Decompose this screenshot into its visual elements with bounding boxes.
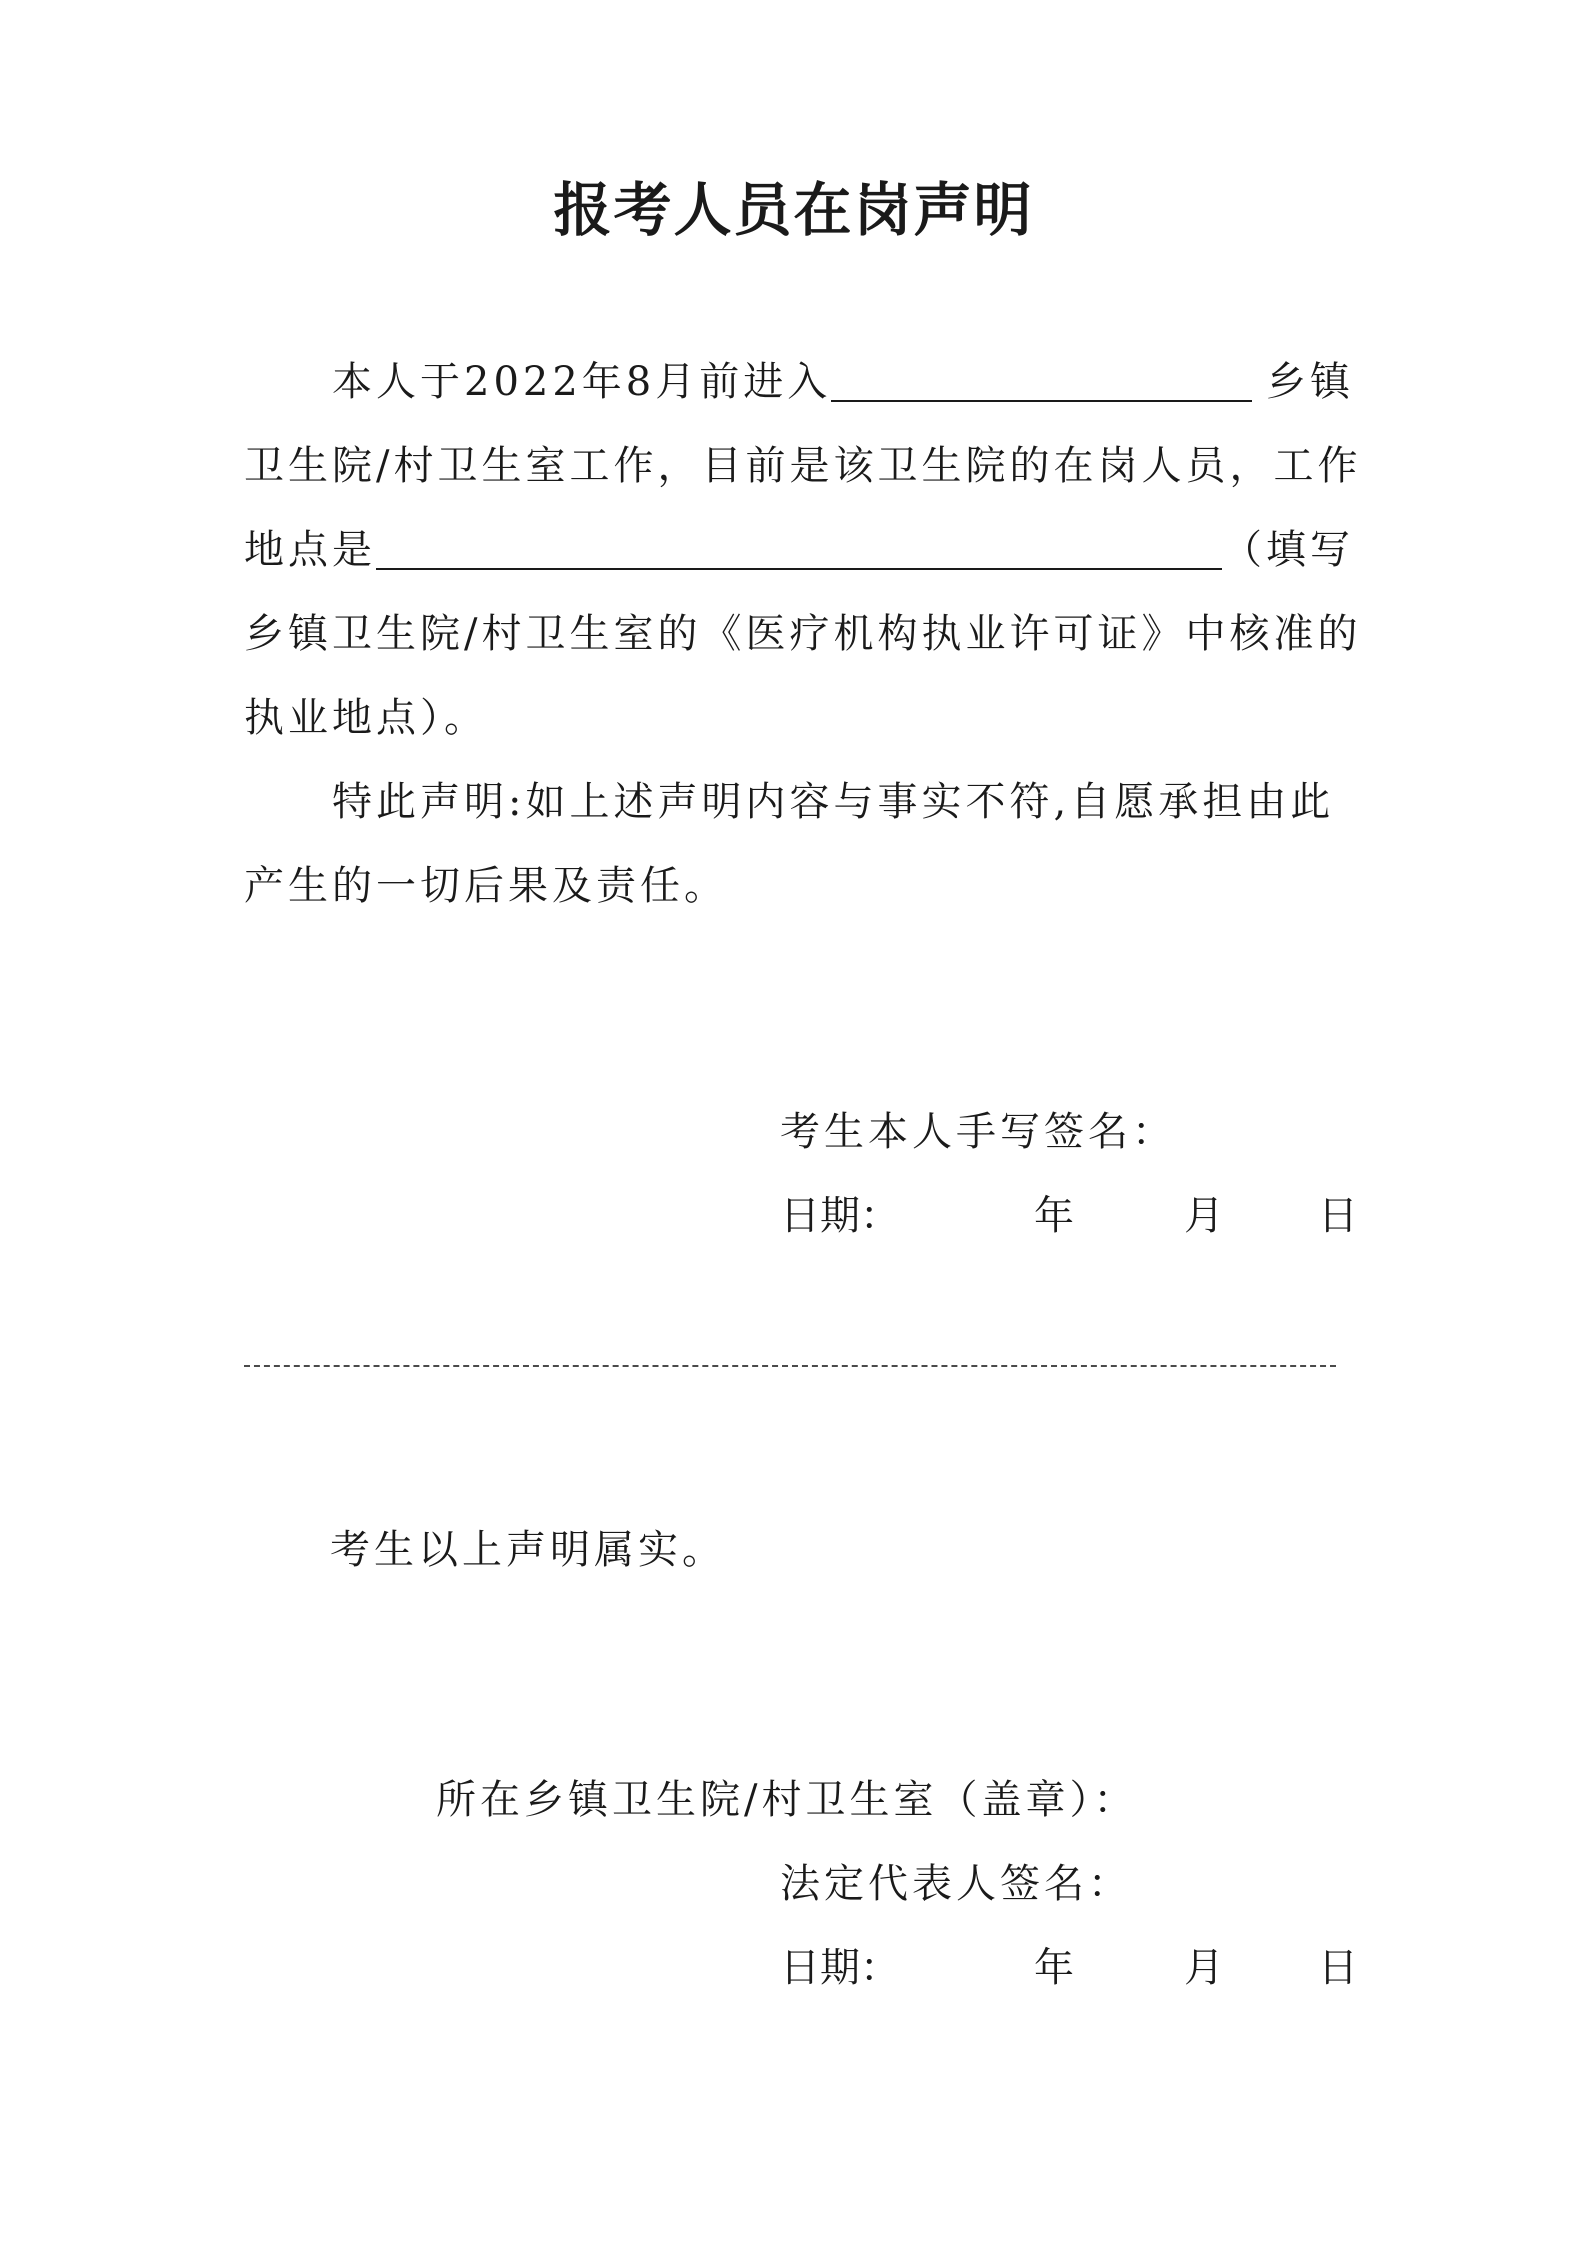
candidate-date-month: 月 <box>1184 1193 1224 1239</box>
verification-text: 考生以上声明属实。 <box>330 1527 726 1573</box>
candidate-date-year: 年 <box>1034 1193 1074 1239</box>
para1-line2 <box>244 420 1362 504</box>
para2-line1 <box>244 756 1354 840</box>
para1-line5 <box>244 672 1354 756</box>
para1-line1-text: 本人于2022年8月前进入 <box>332 358 832 405</box>
para1-line1-suffix: 乡镇 <box>1266 358 1354 405</box>
para2-line2 <box>244 840 1354 924</box>
document-title: 报考人员在岗声明 <box>553 176 1034 244</box>
dashed-separator <box>244 1365 1336 1367</box>
verification-date-year: 年 <box>1034 1945 1074 1991</box>
para1-line3 <box>244 504 1354 588</box>
para1-line1 <box>244 336 1354 420</box>
para2-line2-text: 产生的一切后果及责任。 <box>244 862 728 909</box>
verification-date-label: 日期： <box>780 1945 900 1991</box>
para1-line4 <box>244 588 1362 672</box>
legal-rep-signature-label: 法定代表人签名： <box>780 1861 1132 1907</box>
candidate-date-row <box>0 1174 1587 1258</box>
candidate-date-label: 日期： <box>780 1193 900 1239</box>
work-location-blank[interactable] <box>376 522 1222 570</box>
candidate-signature-label: 考生本人手写签名： <box>780 1109 1176 1155</box>
para1-line2-text: 卫生院/村卫生室工作，目前是该卫生院的在岗人员，工作 <box>244 442 1362 489</box>
para1-line5-text: 执业地点）。 <box>244 694 488 741</box>
para2-line1-text: 特此声明:如上述声明内容与事实不符,自愿承担由此 <box>332 778 1335 825</box>
candidate-date-day: 日 <box>1318 1193 1358 1239</box>
para1-line3-text: 地点是 <box>244 526 376 573</box>
institution-blank[interactable] <box>831 354 1252 402</box>
verification-date-day: 日 <box>1318 1945 1358 1991</box>
para1-line3-suffix: （填写 <box>1222 526 1354 573</box>
verification-date-month: 月 <box>1184 1945 1224 1991</box>
verification-date-row <box>0 1926 1587 2010</box>
institution-seal-label: 所在乡镇卫生院/村卫生室（盖章）： <box>436 1777 1138 1823</box>
para1-line4-text: 乡镇卫生院/村卫生室的《医疗机构执业许可证》中核准的 <box>244 610 1362 657</box>
